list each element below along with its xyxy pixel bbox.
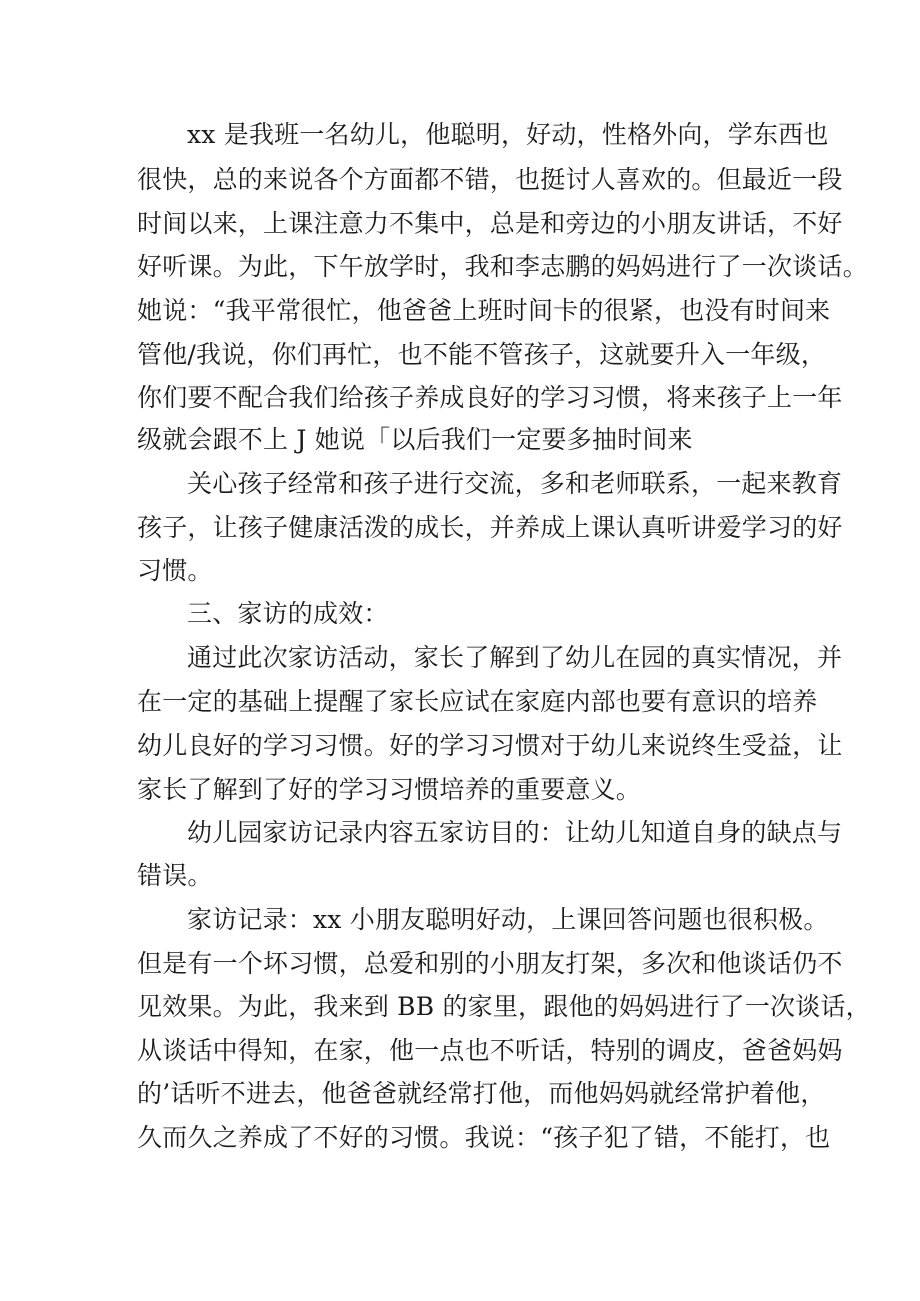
text-line: 见效果。为此，我来到 BB 的家里，跟他的妈妈进行了一次谈话， bbox=[137, 992, 871, 1021]
text-line: 通过此次家访活动，家长了解到了幼儿在园的真实情况，并 bbox=[187, 643, 843, 672]
text-line: 你们要不配合我们给孩子养成良好的学习习惯，将来孩子上一年 bbox=[137, 383, 843, 412]
text-line: 但是有一个坏习惯，总爱和别的小朋友打架，多次和他谈话仍不 bbox=[137, 949, 843, 978]
text-line: 幼儿良好的学习习惯。好的学习习惯对于幼儿来说终生受益，让 bbox=[137, 731, 843, 760]
text-line: 级就会跟不上 J 她说「以后我们一定要多抽时间来 bbox=[137, 425, 693, 454]
text-line: 的’话听不进去，他爸爸就经常打他，而他妈妈就经常护着他， bbox=[137, 1079, 826, 1108]
text-line: 错误。 bbox=[137, 861, 213, 890]
text-line: 管他/我说，你们再忙，也不能不管孩子，这就要升入一年级， bbox=[137, 340, 827, 369]
text-line: 家长了解到了好的学习习惯培养的重要意义。 bbox=[137, 775, 642, 804]
text-line: 好听课。为此，下午放学时，我和李志鹏的妈妈进行了一次谈话。 bbox=[137, 252, 868, 281]
text-line: 关心孩子经常和孩子进行交流，多和老师联系，一起来教育 bbox=[187, 469, 843, 498]
text-line: 习惯。 bbox=[137, 556, 213, 585]
text-line: 很快，总的来说各个方面都不错，也挺讨人喜欢的。但最近一段 bbox=[137, 165, 843, 194]
text-line: 家访记录：xx 小朋友聪明好动，上课回答问题也很积极。 bbox=[187, 905, 829, 934]
text-line: 她说：“我平常很忙，他爸爸上班时间卡的很紧，也没有时间来 bbox=[137, 296, 831, 325]
text-line: 孩子，让孩子健康活泼的成长，并养成上课认真听讲爱学习的好 bbox=[137, 513, 843, 542]
text-line: 在一定的基础上提醒了家长应试在家庭内部也要有意识的培养 bbox=[137, 687, 818, 716]
text-line: 久而久之养成了不好的习惯。我说：“孩子犯了错，不能打，也 bbox=[137, 1123, 831, 1152]
text-line: 幼儿园家访记录内容五家访目的：让幼儿知道自身的缺点与 bbox=[187, 818, 843, 847]
text-line: 时间以来，上课注意力不集中，总是和旁边的小朋友讲话，不好 bbox=[137, 209, 843, 238]
text-line: 从谈话中得知，在家，他一点也不听话，特别的调皮，爸爸妈妈 bbox=[137, 1036, 843, 1065]
text-line: xx 是我班一名幼儿，他聪明，好动，性格外向，学东西也 bbox=[187, 120, 829, 149]
section-heading: 三、家访的成效： bbox=[187, 599, 389, 628]
